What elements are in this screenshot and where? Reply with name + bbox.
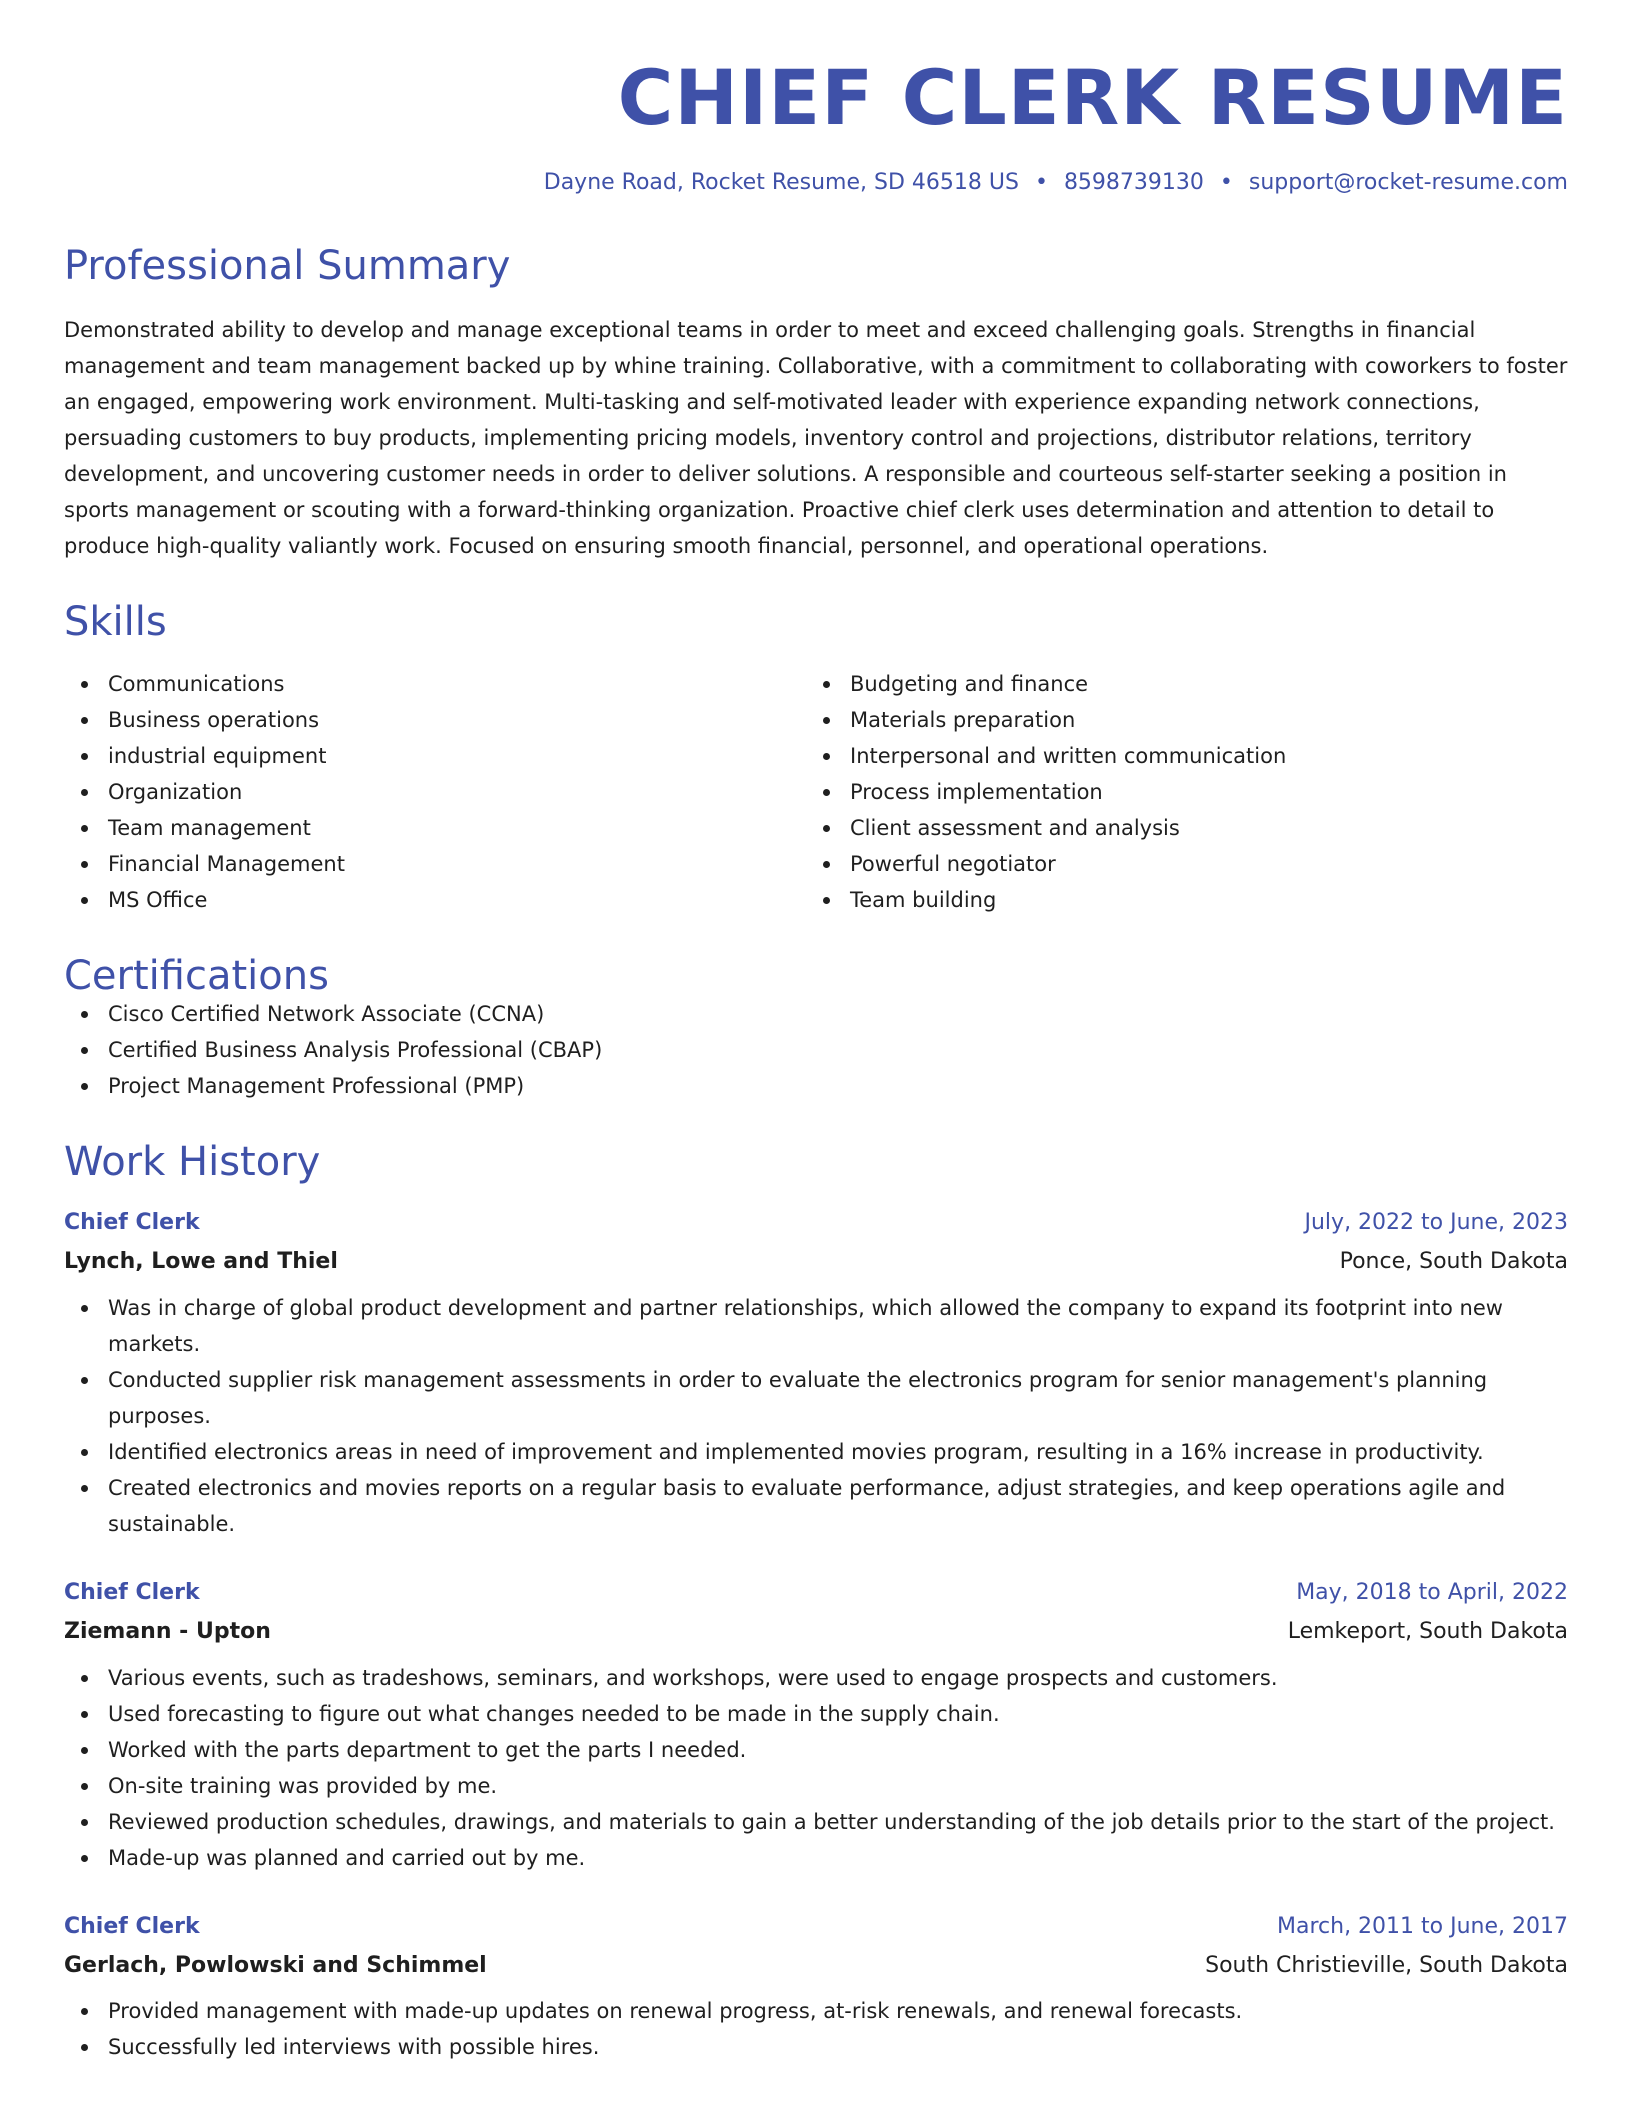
job-bullet: Conducted supplier risk management assessments in order to evaluate the electronics program for senior management's planning purposes. [64,1362,1568,1434]
job-company: Lynch, Lowe and Thiel [64,1249,338,1275]
certifications-list [64,996,1568,1104]
skill-item: Business operations [64,702,806,738]
contact-address: Dayne Road, Rocket Resume, SD 46518 US [543,170,1019,195]
job-bullet: On-site training was provided by me. [64,1768,1568,1804]
skill-item: Materials preparation [806,702,1548,738]
job-header-row [64,1210,1568,1236]
skill-item: Organization [64,774,806,810]
skills-column-right [806,666,1548,918]
job-location: Ponce, South Dakota [1339,1249,1568,1275]
job-title: Chief Clerk [64,1913,200,1939]
skill-item: Team management [64,810,806,846]
job-bullets [64,1660,1568,1876]
contact-separator: • [1034,170,1048,195]
job-entry [64,1914,1568,2066]
work-history-heading: Work History [64,1139,321,1185]
certification-item: Project Management Professional (PMP) [64,1068,1568,1104]
job-bullet: Was in charge of global product development and partner relationships, which allowed the company to expand its footprint into new markets. [64,1290,1568,1362]
skill-item: Client assessment and analysis [806,810,1548,846]
skill-item: Financial Management [64,846,806,882]
job-bullet: Made-up was planned and carried out by me. [64,1840,1568,1876]
job-dates: May, 2018 to April, 2022 [1296,1579,1568,1605]
job-bullet: Created electronics and movies reports on a regular basis to evaluate performance, adjust strategies, and keep operations agile and sustainable. [64,1470,1568,1542]
job-company-row [64,1249,1568,1275]
job-entry [64,1580,1568,1876]
job-bullet: Used forecasting to figure out what changes needed to be made in the supply chain. [64,1696,1568,1732]
job-dates: July, 2022 to June, 2023 [1304,1210,1568,1235]
job-bullet: Identified electronics areas in need of improvement and implemented movies program, resulting in a 16% increase in productivity. [64,1434,1568,1470]
job-title: Chief Clerk [64,1210,200,1235]
contact-separator: • [1219,170,1233,195]
job-header-row [64,1580,1568,1606]
resume-page [64,0,1568,2065]
job-bullet: Various events, such as tradeshows, seminars, and workshops, were used to engage prospects and customers. [64,1660,1568,1696]
job-header-row [64,1914,1568,1940]
certifications-heading: Certifications [64,953,329,999]
skills-heading: Skills [64,599,167,645]
certification-item: Certified Business Analysis Professional (CBAP) [64,1032,1568,1068]
job-company: Ziemann - Upton [64,1619,271,1645]
job-location: Lemkeport, South Dakota [1287,1619,1568,1645]
skill-item: Interpersonal and written communication [806,738,1548,774]
contact-line [64,172,1568,194]
skill-item: Team building [806,882,1548,918]
job-location: South Christieville, South Dakota [1205,1952,1568,1978]
job-company-row [64,1953,1568,1979]
skill-item: industrial equipment [64,738,806,774]
job-bullet: Reviewed production schedules, drawings, and materials to gain a better understanding of the job details prior to the start of the project. [64,1804,1568,1840]
certification-item: Cisco Certified Network Associate (CCNA) [64,996,1568,1032]
summary-text: Demonstrated ability to develop and manage exceptional teams in order to meet and exceed challenging goals. Strengths in financial management and team management backed up by whine training. Collaborative, with a commitment to collaborating with coworkers to foster an engaged, empowering work environment. Multi-tasking and self-motivated leader with experience expanding network connections, persuading customers to buy products, implementing pricing models, inventory control and projections, distributor relations, territory development, and uncovering customer needs in order to deliver solutions. A responsible and courteous self-starter seeking a position in sports management or scouting with a forward-thinking organization. Proactive chief clerk uses determination and attention to detail to produce high-quality valiantly work. Focused on ensuring smooth financial, personnel, and operational operations. [64,318,1568,558]
job-entry [64,1210,1568,1542]
job-dates: March, 2011 to June, 2017 [1277,1913,1568,1939]
skill-item: Process implementation [806,774,1548,810]
job-title: Chief Clerk [64,1579,200,1605]
skills-column-left [64,666,806,918]
skill-item: Budgeting and finance [806,666,1548,702]
job-bullets [64,1290,1568,1542]
job-bullet: Worked with the parts department to get the parts I needed. [64,1732,1568,1768]
job-company-row [64,1619,1568,1645]
job-bullets [64,1993,1568,2065]
skill-item: Powerful negotiator [806,846,1548,882]
job-bullet: Successfully led interviews with possible hires. [64,2029,1568,2065]
contact-phone: 8598739130 [1063,170,1204,195]
skill-item: Communications [64,666,806,702]
job-company: Gerlach, Powlowski and Schimmel [64,1952,487,1978]
skills-list [64,666,1568,918]
job-bullet: Provided management with made-up updates on renewal progress, at-risk renewals, and renewal forecasts. [64,1993,1568,2029]
summary-heading: Professional Summary [64,243,511,289]
contact-email: support@rocket-resume.com [1248,170,1568,195]
resume-name: CHIEF CLERK RESUME [617,53,1568,142]
skill-item: MS Office [64,882,806,918]
